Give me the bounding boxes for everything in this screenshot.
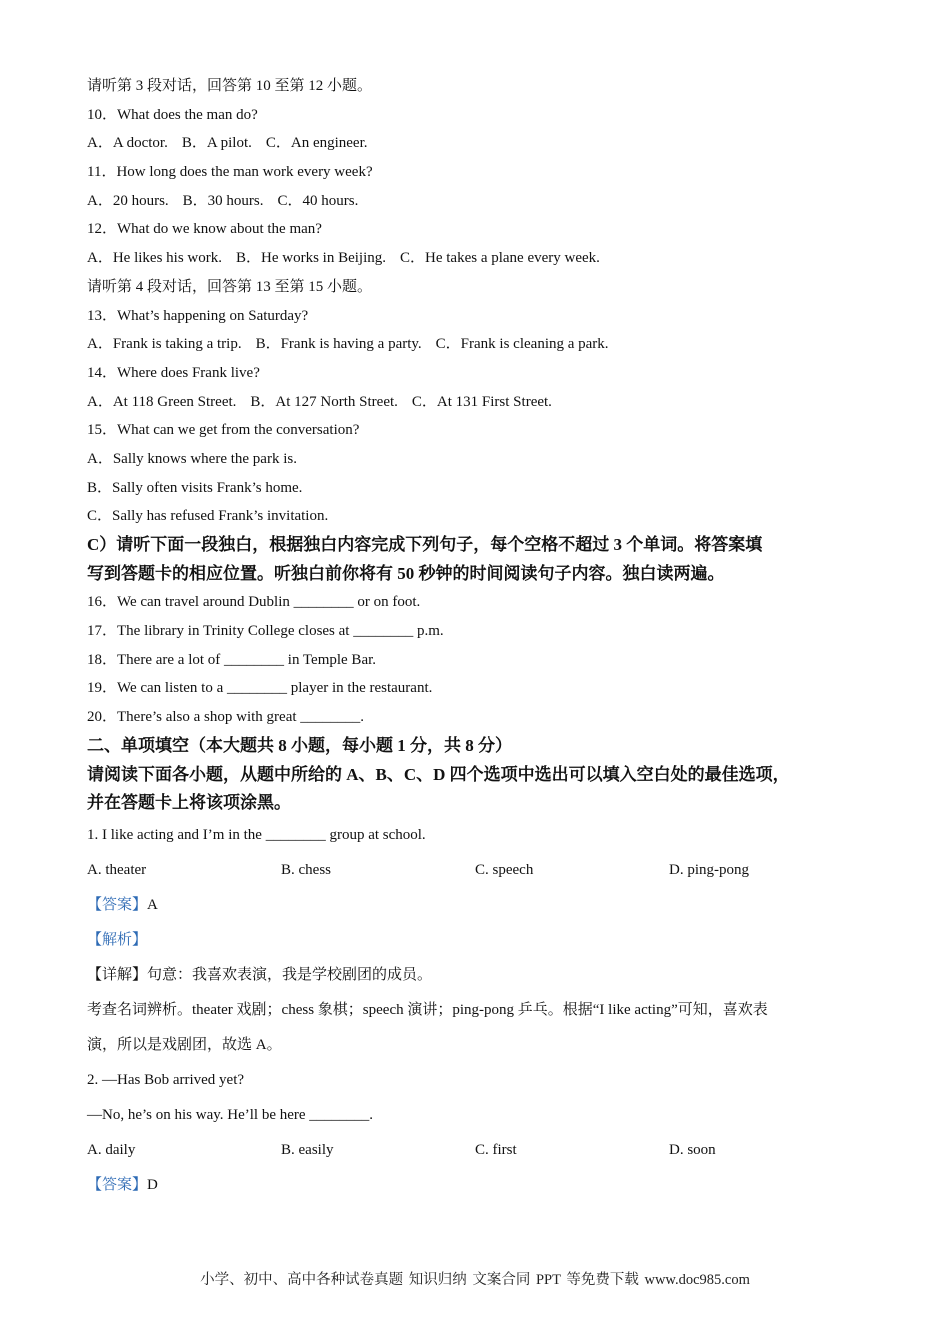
answer-value: D: [147, 1176, 158, 1193]
question-10-options: [87, 129, 877, 158]
detail-line: 【详解】句意：我喜欢表演，我是学校剧团的成员。: [87, 966, 433, 983]
section-instruction: 并在答题卡上将该项涂黑。: [87, 793, 291, 813]
dialog4-intro: 请听第 4 段对话，回答第 13 至第 15 小题。: [87, 278, 373, 295]
answer-value: A: [147, 896, 158, 913]
option: C．He takes a plane every week.: [400, 250, 600, 267]
fill-item-18: 18．There are a lot of ________ in Temple Bar.: [87, 651, 377, 668]
option: B．He works in Beijing.: [236, 250, 386, 267]
option: A．He likes his work.: [87, 250, 222, 267]
section-instruction: 请阅读下面各小题，从题中所给的 A、B、C、D 四个选项中选出可以填入空白处的最佳选项，: [87, 764, 790, 784]
explanation-line: 演，所以是戏剧团，故选 A。: [87, 1036, 282, 1053]
analysis-tag: 【解析】: [87, 931, 148, 948]
option: D. soon: [669, 1141, 716, 1158]
question-11: 11．How long does the man work every week?: [87, 164, 373, 181]
option: C．An engineer.: [265, 135, 368, 152]
question-13: 13．What’s happening on Saturday?: [87, 307, 309, 324]
mc-question-2-options: [87, 1133, 877, 1168]
option: B. easily: [281, 1141, 334, 1158]
question-14-options: [87, 388, 877, 417]
question-10: 10．What does the man do?: [87, 106, 258, 123]
section-heading: 二、单项填空（本大题共 8 小题，每小题 1 分，共 8 分）: [87, 735, 512, 755]
option: B．A pilot.: [181, 135, 252, 152]
dialog3-intro: 请听第 3 段对话，回答第 10 至第 12 小题。: [87, 78, 373, 94]
answer-tag: 【答案】: [87, 896, 148, 913]
question-14: 14．Where does Frank live?: [87, 364, 260, 381]
option: A．Sally knows where the park is.: [87, 450, 297, 467]
fill-item-16: 16．We can travel around Dublin ________ or on foot.: [87, 594, 421, 611]
mc-question-2-reply: —No, he’s on his way. He’ll be here ________.: [87, 1106, 374, 1123]
option: C. speech: [475, 861, 534, 878]
option: A．A doctor.: [87, 135, 168, 152]
option: C．40 hours.: [277, 192, 359, 209]
option: B. chess: [281, 861, 331, 878]
option: B．Frank is having a party.: [255, 336, 422, 353]
option: B．At 127 North Street.: [250, 393, 398, 410]
answer-tag: 【答案】: [87, 1176, 148, 1193]
answer-line: [87, 1168, 877, 1203]
option: B．Sally often visits Frank’s home.: [87, 479, 303, 496]
mc-question-2: 2. —Has Bob arrived yet?: [87, 1071, 245, 1088]
option: D. ping-pong: [669, 861, 749, 878]
monologue-instruction: C）请听下面一段独白，根据独白内容完成下列句子，每个空格不超过 3 个单词。将答案填: [87, 535, 763, 554]
option: A. theater: [87, 861, 147, 878]
question-15: 15．What can we get from the conversation?: [87, 422, 360, 439]
fill-item-20: 20．There’s also a shop with great ________.: [87, 709, 365, 726]
document-page: [87, 72, 877, 1203]
option: A. daily: [87, 1141, 136, 1158]
fill-item-17: 17．The library in Trinity College closes at ________ p.m.: [87, 623, 444, 640]
option: A．At 118 Green Street.: [87, 393, 237, 410]
option: C．Sally has refused Frank’s invitation.: [87, 508, 329, 525]
monologue-instruction: 写到答题卡的相应位置。听独白前你将有 50 秒钟的时间阅读句子内容。独白读两遍。: [87, 563, 725, 583]
option: B．30 hours.: [182, 192, 264, 209]
answer-line: [87, 888, 877, 923]
question-11-options: [87, 187, 877, 216]
question-13-options: [87, 330, 877, 359]
page-footer: 小学、初中、高中各种试卷真题 知识归纳 文案合同 PPT 等免费下载 www.doc985.com: [200, 1272, 750, 1288]
question-12-options: [87, 244, 877, 273]
option: A．Frank is taking a trip.: [87, 336, 242, 353]
option: A．20 hours.: [87, 192, 169, 209]
mc-question-1-options: [87, 853, 877, 888]
explanation-line: 考查名词辨析。theater 戏剧；chess 象棋；speech 演讲；ping-pong 乒乓。根据“I like acting”可知，喜欢表: [87, 1001, 768, 1018]
option: C．At 131 First Street.: [411, 393, 552, 410]
option: C．Frank is cleaning a park.: [435, 336, 609, 353]
question-12: 12．What do we know about the man?: [87, 221, 322, 238]
fill-item-19: 19．We can listen to a ________ player in the restaurant.: [87, 680, 433, 697]
option: C. first: [475, 1141, 517, 1158]
mc-question-1: 1. I like acting and I’m in the ________ group at school.: [87, 826, 426, 843]
